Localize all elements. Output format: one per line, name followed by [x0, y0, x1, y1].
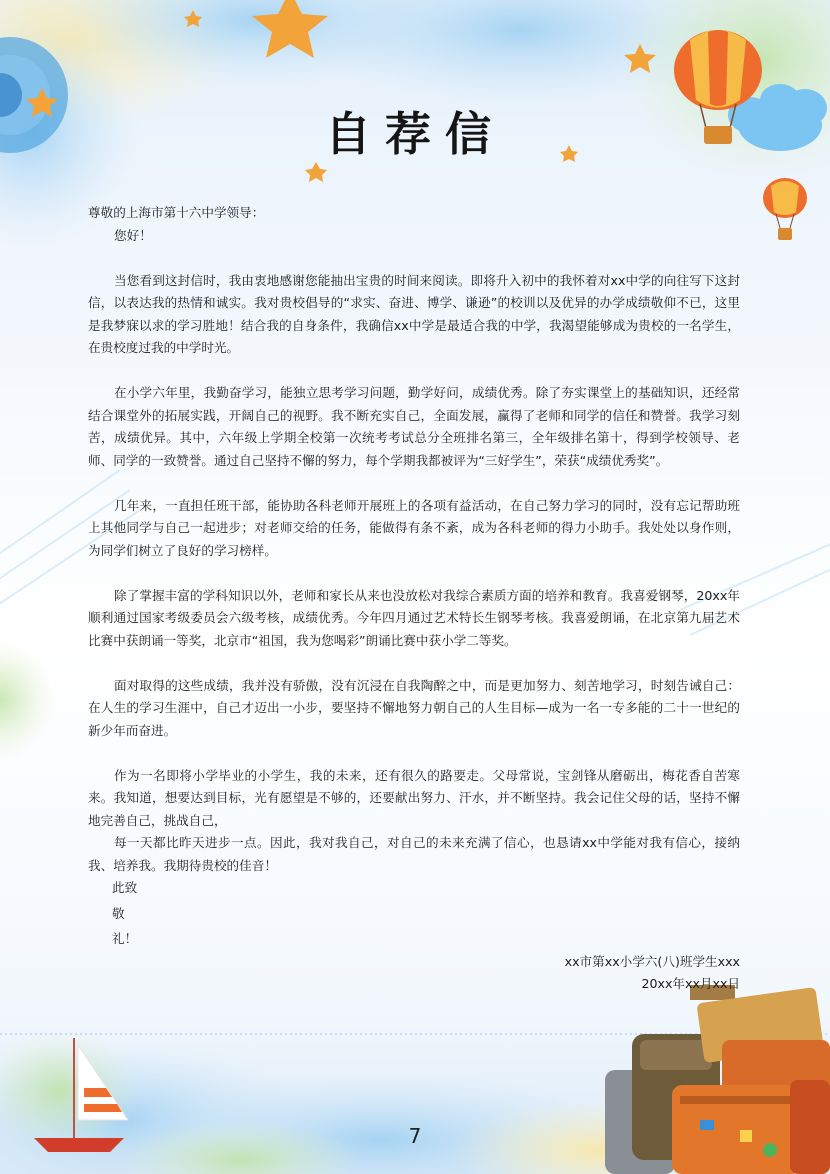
page-number: 7 [408, 1124, 422, 1148]
leaf-decoration [0, 640, 55, 760]
letter-paragraph: 每一天都比昨天进步一点。因此，我对我自己，对自己的未来充满了信心，也恳请xx中学能对我有信心，接纳我、培养我。我期待贵校的佳音！ [88, 835, 740, 873]
letter-paragraph: 几年来，一直担任班干部，能协助各科老师开展班上的各项有益活动，在自己努力学习的同时，没有忘记帮助班上其他同学与自己一起进步；对老师交给的任务，能做得有条不紊，成为各科老师的得力小助手。我处处以身作则，为同学们树立了良好的学习榜样。 [88, 497, 740, 558]
closing-line: 此致 [112, 880, 138, 895]
letter-recipient: 尊敬的上海市第十六中学领导： [88, 205, 265, 220]
hot-air-balloon-icon [763, 178, 807, 240]
closing-line: 敬 [112, 905, 125, 921]
letter-signature: xx市第xx小学六(八)班学生xxx [564, 953, 740, 969]
letter-paragraph: 在小学六年里，我勤奋学习，能独立思考学习问题，勤学好问，成绩优秀。除了夯实课堂上的基础知识，还经常结合课堂外的拓展实践，开阔自己的视野。我不断充实自己，全面发展，赢得了老师和同学的信任和赞誉。我学习刻苦，成绩优异。其中，六年级上学期全校第一次统考考试总分全班排名第三，全年级排名第十，得到学校领导、老师、同学的一致赞誉。通过自己坚持不懈的努力，每个学期我都被评为“三好学生”，荣获“成绩优秀奖”。 [88, 385, 740, 468]
letter-paragraph: 作为一名即将小学毕业的小学生，我的未来，还有很久的路要走。父母常说，宝剑锋从磨砺出，梅花香自苦寒来。我知道，想要达到目标，光有愿望是不够的，还要献出努力、汗水，并不断坚持。我会记住父母的话，坚持不懈地完善自己，挑战自己， [88, 767, 740, 828]
letter-date: 20xx年xx月xx日 [641, 976, 740, 991]
closing-line: 礼！ [112, 931, 138, 946]
letter-paragraph: 面对取得的这些成绩，我并没有骄傲，没有沉浸在自我陶醉之中，而是更加努力、刻苦地学习，时刻告诫自己：在人生的学习生涯中，自己才迈出一小步，要坚持不懈地努力朝自己的人生目标—成为一名一专多能的二十一世纪的新少年而奋进。 [88, 677, 740, 738]
page-title: 自荐信 [325, 107, 505, 161]
letter-body [88, 202, 740, 996]
letter-salutation: 您好！ [114, 227, 152, 243]
letter-paragraph: 除了掌握丰富的学科知识以外，老师和家长从来也没放松对我综合素质方面的培养和教育。我喜爱钢琴，20xx年顺利通过国家考级委员会六级考核，成绩优秀。今年四月通过艺术特长生钢琴考核。我喜爱朗诵，在北京第九届艺术比赛中获朗诵一等奖，北京市“祖国，我为您喝彩”朗诵比赛中获小学二等奖。 [88, 587, 740, 648]
star-icon [305, 162, 327, 182]
letter-paragraph: 当您看到这封信时，我由衷地感谢您能抽出宝贵的时间来阅读。即将升入初中的我怀着对xx中学的向往写下这封信，以表达我的热情和诚实。我对贵校倡导的“求实、奋进、博学、谦逊”的校训以及优异的办学成绩敬仰不已，这里是我梦寐以求的学习胜地！结合我的自身条件，我确信xx中学是最适合我的中学，我渴望能够成为贵校的一名学生，在贵校度过我的中学时光。 [88, 272, 740, 355]
